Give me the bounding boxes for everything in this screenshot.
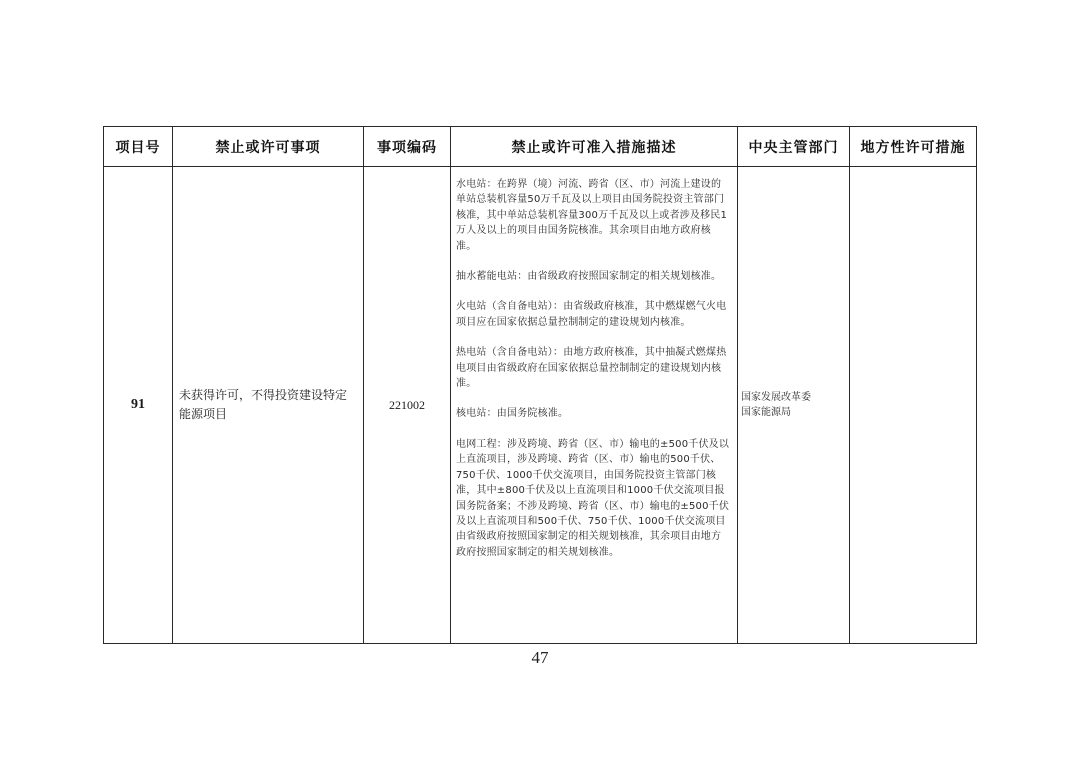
measure-pumped-storage: 抽水蓄能电站：由省级政府按照国家制定的相关规划核准。 [456, 271, 722, 283]
cell-item-name: 未获得许可，不得投资建设特定能源项目 [173, 167, 364, 644]
header-item-number: 项目号 [104, 127, 173, 167]
cell-local-measures [850, 167, 977, 644]
cell-item-number: 91 [104, 167, 173, 644]
header-measures: 禁止或许可准入措施描述 [451, 127, 738, 167]
header-local-measures: 地方性许可措施 [850, 127, 977, 167]
header-central-department: 中央主管部门 [738, 127, 850, 167]
cell-central-department [738, 167, 850, 644]
cell-measures [451, 167, 738, 644]
cell-item-code: 221002 [364, 167, 451, 644]
measure-nuclear-power: 核电站：由国务院核准。 [456, 408, 569, 420]
measure-hydropower: 水电站：在跨界（境）河流、跨省（区、市）河流上建设的单站总装机容量50万千瓦及以上项目由国务院投资主管部门核准，其中单站总装机容量300万千瓦及以上或者涉及移民1万人及以上的项目由国务院核准。其余项目由地方政府核准。 [456, 179, 728, 252]
measure-heat-power: 热电站（含自备电站）：由地方政府核准，其中抽凝式燃煤热电项目由省级政府在国家依据总量控制制定的建设规划内核准。 [456, 347, 727, 390]
table-header-row [104, 127, 977, 167]
measure-power-grid: 电网工程：涉及跨境、跨省（区、市）输电的±500千伏及以上直流项目，涉及跨境、跨省（区、市）输电的500千伏、750千伏、1000千伏交流项目，由国务院投资主管部门核准，其中±800千伏及以上直流项目和1000千伏交流项目报国务院备案；不涉及跨境、跨省（区、市）输电的±500千伏及以上直流项目和500千伏、750千伏、1000千伏交流项目由省级政府按照国家制定的相关规划核准，其余项目由地方政府按照国家制定的相关规划核准。 [456, 438, 730, 558]
header-item-name: 禁止或许可事项 [173, 127, 364, 167]
measure-thermal-power: 火电站（含自备电站）：由省级政府核准，其中燃煤燃气火电项目应在国家依据总量控制制定的建设规划内核准。 [456, 301, 727, 328]
table-row [104, 167, 977, 644]
negative-list-table [103, 126, 977, 644]
header-item-code: 事项编码 [364, 127, 451, 167]
page-number: 47 [531, 648, 549, 667]
department-text: 国家发展改革委 国家能源局 [741, 392, 811, 418]
